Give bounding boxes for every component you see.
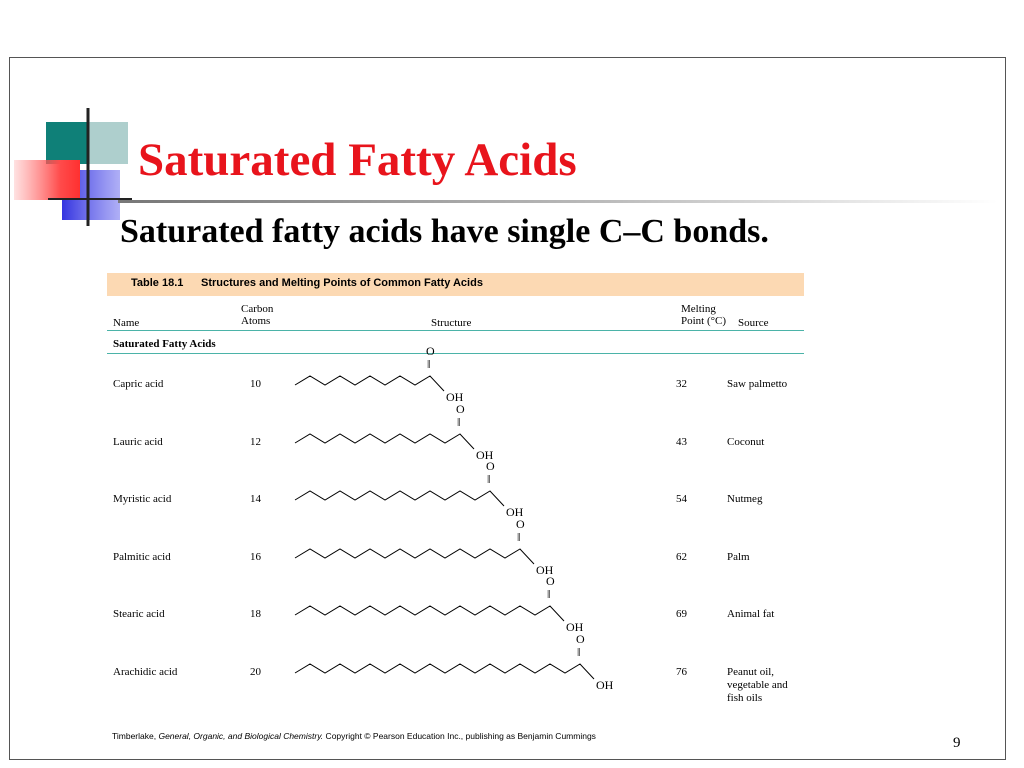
row-source-line: vegetable and <box>727 678 788 691</box>
hydroxyl-label: OH <box>536 562 554 577</box>
row-melting-point: 54 <box>676 493 687 505</box>
row-carbon-atoms: 18 <box>250 608 261 620</box>
carbonyl-oxygen-label: O <box>456 404 465 416</box>
row-melting-point: 32 <box>676 378 687 390</box>
row-source <box>727 378 787 391</box>
row-source <box>727 436 764 449</box>
row-source-line: Palm <box>727 550 750 563</box>
row-carbon-atoms: 12 <box>250 435 261 448</box>
hydroxyl-label: OH <box>476 447 494 462</box>
row-name: Palmitic acid <box>113 550 171 563</box>
table-caption-band <box>107 273 804 296</box>
double-bond-mark: ‖ <box>577 644 581 659</box>
row-source <box>727 493 762 506</box>
slide-subtitle: Saturated fatty acids have single C–C bonds. <box>120 213 769 250</box>
carbon-chain <box>295 606 564 621</box>
row-melting-point: 62 <box>676 550 687 563</box>
carbonyl-oxygen-label: O <box>486 462 495 473</box>
row-structure <box>287 577 647 637</box>
header-name: Name <box>113 317 140 329</box>
carbon-chain <box>295 491 504 506</box>
section-label: Saturated Fatty Acids <box>113 338 216 350</box>
header-rule <box>107 330 804 331</box>
row-carbon-atoms: 10 <box>250 378 261 390</box>
double-bond-mark: ‖ <box>427 357 431 371</box>
header-melting-line1: Melting <box>681 303 716 315</box>
hydroxyl-label: OH <box>506 505 524 519</box>
row-name: Lauric acid <box>113 435 163 448</box>
row-structure <box>287 347 647 407</box>
slide-decoration <box>0 0 140 230</box>
carbonyl-oxygen-label: O <box>546 577 555 588</box>
row-name: Stearic acid <box>113 608 165 620</box>
row-source-line: Saw palmetto <box>727 378 788 390</box>
row-source <box>727 551 750 564</box>
row-source-line: fish oils <box>727 691 763 704</box>
header-carbon-line2: Atoms <box>241 315 271 327</box>
double-bond-mark: ‖ <box>547 587 551 601</box>
row-carbon-atoms: 14 <box>250 493 261 505</box>
row-carbon-atoms: 20 <box>250 665 261 678</box>
row-structure <box>287 405 647 465</box>
double-bond-mark: ‖ <box>517 529 521 544</box>
row-source-line: Animal fat <box>727 608 775 620</box>
row-carbon-atoms: 16 <box>250 550 261 563</box>
row-structure <box>287 635 647 695</box>
row-melting-point: 76 <box>676 665 687 678</box>
row-name: Capric acid <box>113 378 164 390</box>
credit-book-title: General, Organic, and Biological Chemistry. <box>158 731 324 741</box>
row-source <box>727 608 774 621</box>
slide-title: Saturated Fatty Acids <box>138 134 577 186</box>
fatty-acid-table <box>107 273 804 743</box>
header-carbon-line1: Carbon <box>241 303 274 315</box>
hydroxyl-label: OH <box>566 620 584 634</box>
carbonyl-oxygen-label: O <box>426 347 435 358</box>
double-bond-mark: ‖ <box>457 414 461 429</box>
carbon-chain <box>295 549 534 564</box>
carbonyl-oxygen-label: O <box>516 519 525 531</box>
hydroxyl-label: OH <box>446 390 464 404</box>
table-caption: Structures and Melting Points of Common Fatty Acids <box>201 277 483 289</box>
row-name: Myristic acid <box>113 493 172 505</box>
credit-suffix: Copyright © Pearson Education Inc., publishing as Benjamin Cummings <box>323 731 596 741</box>
row-source-line: Coconut <box>727 435 765 448</box>
row-source-line: Nutmeg <box>727 493 763 505</box>
row-melting-point: 43 <box>676 435 687 448</box>
header-melting-line2: Point (°C) <box>681 315 727 327</box>
carbon-chain <box>295 664 594 679</box>
row-name: Arachidic acid <box>113 665 178 678</box>
row-structure <box>287 462 647 522</box>
hydroxyl-label: OH <box>596 677 614 692</box>
title-underline <box>118 200 998 203</box>
header-structure: Structure <box>431 317 472 329</box>
row-structure <box>287 520 647 580</box>
slide-number: 9 <box>953 735 961 751</box>
credit-prefix: Timberlake, <box>112 731 159 741</box>
row-source-line: Peanut oil, <box>727 665 775 678</box>
table-number: Table 18.1 <box>131 277 184 289</box>
carbon-chain <box>295 434 474 449</box>
row-source <box>727 666 788 705</box>
carbon-chain <box>295 376 444 391</box>
carbonyl-oxygen-label: O <box>576 634 585 646</box>
double-bond-mark: ‖ <box>487 472 491 486</box>
header-source: Source <box>738 317 769 329</box>
row-melting-point: 69 <box>676 608 687 620</box>
footer-credit <box>112 731 596 741</box>
